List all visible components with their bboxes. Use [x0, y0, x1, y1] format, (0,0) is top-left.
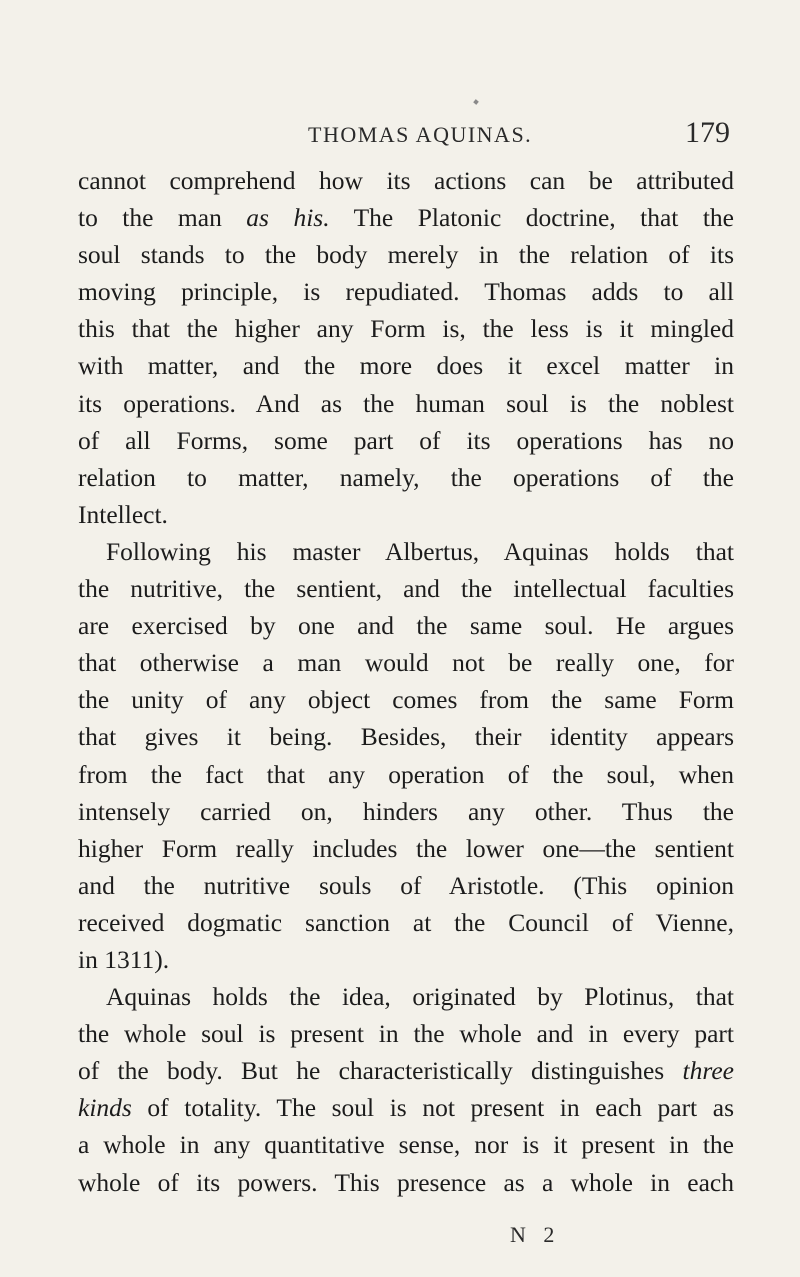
body-text [78, 162, 734, 1201]
text-line: relation to matter, namely, the operations of the [78, 462, 734, 492]
page-header [280, 116, 730, 158]
text-line: soul stands to the body merely in the relation of its [78, 240, 734, 270]
text-line: that gives it being. Besides, their identity appears [78, 722, 734, 752]
text-line: Intellect. [78, 499, 168, 529]
text-line: the nutritive, the sentient, and the intellectual faculties [78, 574, 734, 604]
text-line [78, 1052, 734, 1089]
text-line [78, 1089, 734, 1126]
italic-text: kinds [78, 1093, 132, 1123]
running-head: THOMAS AQUINAS. [308, 122, 533, 147]
print-speck [473, 99, 479, 105]
text-line: this that the higher any Form is, the less is it mingled [78, 314, 734, 344]
text-line: the unity of any object comes from the same Form [78, 685, 734, 715]
text-line: Following his master Albertus, Aquinas holds that [106, 536, 734, 566]
text-line: that otherwise a man would not be really one, for [78, 648, 734, 678]
text-line: higher Form really includes the lower one—the sentient [78, 833, 734, 863]
signature-mark: N 2 [510, 1222, 561, 1247]
text-line: received dogmatic sanction at the Council of Vienne, [78, 907, 734, 937]
text-run: of totality. The soul is not present in each part as [131, 1093, 734, 1123]
text-line: Aquinas holds the idea, originated by Plotinus, that [106, 982, 734, 1012]
text-line: whole of its powers. This presence as a whole in each [78, 1167, 734, 1197]
text-line: and the nutritive souls of Aristotle. (This opinion [78, 870, 734, 900]
text-line: its operations. And as the human soul is the noblest [78, 388, 734, 418]
text-line: the whole soul is present in the whole and in every part [78, 1019, 734, 1049]
text-line: of all Forms, some part of its operations has no [78, 425, 734, 455]
text-line: from the fact that any operation of the soul, when [78, 759, 734, 789]
text-run: of the body. But he characteristically distinguishes [78, 1056, 683, 1086]
text-run: The Platonic doctrine, that the [329, 203, 734, 233]
text-line: cannot comprehend how its actions can be attributed [78, 166, 734, 195]
text-line: intensely carried on, hinders any other. Thus the [78, 796, 734, 826]
text-line: moving principle, is repudiated. Thomas adds to all [78, 277, 734, 307]
text-run: to the man [78, 203, 247, 233]
text-line: in 1311). [78, 944, 170, 974]
italic-text: as his. [246, 203, 330, 233]
text-line [78, 199, 734, 236]
italic-text: three [682, 1056, 734, 1086]
page-number: 179 [685, 116, 730, 149]
text-line: a whole in any quantitative sense, nor is it present in the [78, 1130, 734, 1160]
text-line: are exercised by one and the same soul. He argues [78, 611, 734, 641]
text-line: with matter, and the more does it excel matter in [78, 351, 734, 381]
